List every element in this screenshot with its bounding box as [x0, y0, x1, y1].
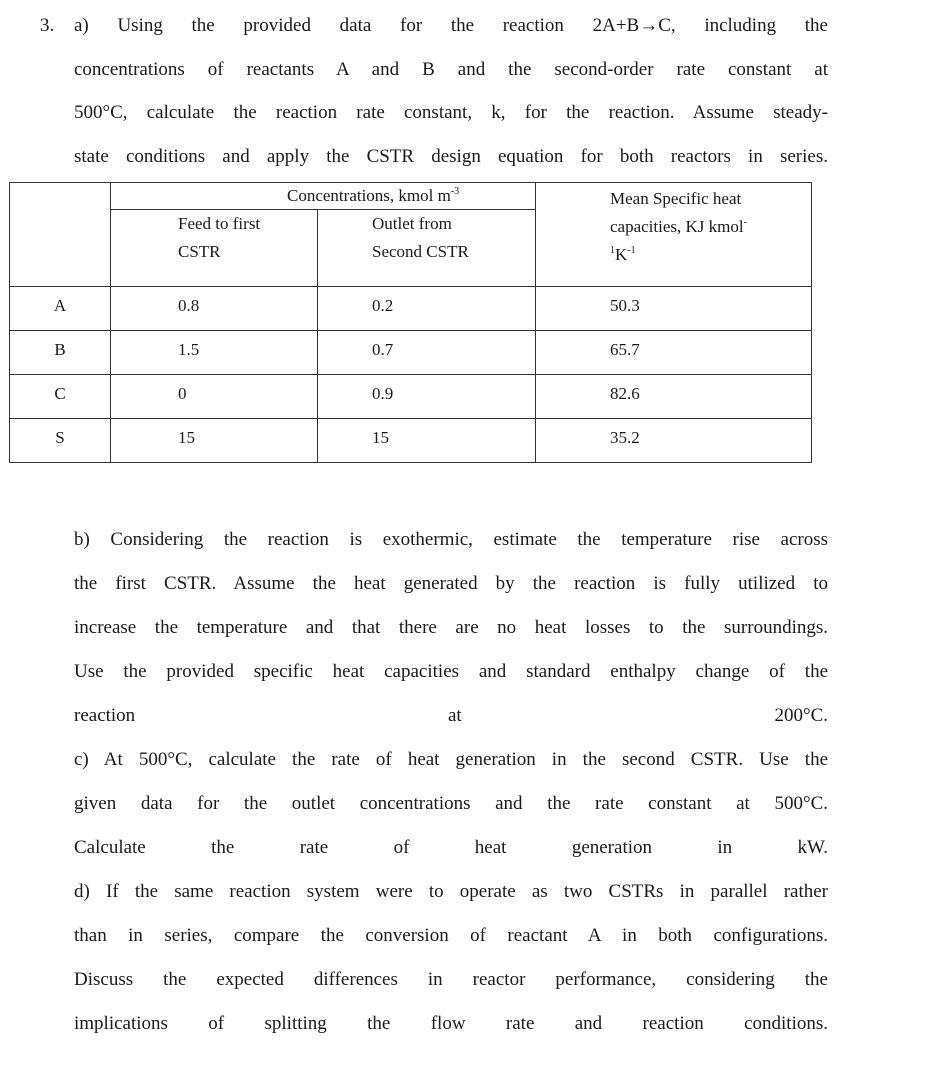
data-table	[9, 182, 812, 463]
part-a-text	[74, 12, 828, 186]
cp-cell: 50.3	[536, 287, 812, 331]
part-d-line: Discuss the expected differences in reactor performance, considering the	[74, 969, 828, 990]
part-d-line: d) If the same reaction system were to operate as two CSTRs in parallel rather	[74, 881, 828, 902]
part-d-line: implications of splitting the flow rate and reaction conditions.	[74, 1013, 828, 1034]
species-cell: S	[10, 419, 111, 463]
table-row	[10, 375, 812, 419]
part-a-line: state conditions and apply the CSTR design equation for both reactors in series.	[74, 145, 828, 167]
table-header-row	[10, 183, 812, 210]
outlet-cell: 0.7	[318, 331, 536, 375]
concentrations-header: Concentrations, kmol $m^{-3}$	[111, 183, 536, 210]
feed-cell: 0.8	[111, 287, 318, 331]
species-cell: B	[10, 331, 111, 375]
species-cell: A	[10, 287, 111, 331]
part-a-line: a) Using the provided data for the reaction 2A+B→C, including the	[74, 15, 828, 36]
cp-cell: 82.6	[536, 375, 812, 419]
part-b-line: reaction at 200°C.	[74, 705, 828, 726]
outlet-cell: 0.2	[318, 287, 536, 331]
cp-header: Mean Specific heat capacities, KJ kmol- $^1K^{-1}$	[536, 183, 812, 287]
outlet-cell: 0.9	[318, 375, 536, 419]
part-c-line: given data for the outlet concentrations and the rate constant at 500°C.	[74, 793, 828, 814]
feed-cell: 0	[111, 375, 318, 419]
feed-cell: 1.5	[111, 331, 318, 375]
part-b-line: the first CSTR. Assume the heat generated by the reaction is fully utilized to	[74, 573, 828, 594]
part-b-line: Use the provided specific heat capacities and standard enthalpy change of the	[74, 661, 828, 682]
part-b-line: increase the temperature and that there are no heat losses to the surroundings.	[74, 617, 828, 638]
question-number: 3.	[40, 15, 55, 36]
outlet-cell: 15	[318, 419, 536, 463]
part-b-line: b) Considering the reaction is exothermic, estimate the temperature rise across	[74, 529, 828, 550]
part-a-line: 500°C, calculate the reaction rate constant, k, for the reaction. Assume steady-	[74, 102, 828, 123]
table-row	[10, 287, 812, 331]
feed-header: Feed to first CSTR	[111, 210, 318, 287]
part-c-line: Calculate the rate of heat generation in kW.	[74, 837, 828, 858]
feed-cell: 15	[111, 419, 318, 463]
table-row	[10, 331, 812, 375]
cp-cell: 35.2	[536, 419, 812, 463]
part-d-line: than in series, compare the conversion of reactant A in both configurations.	[74, 925, 828, 946]
parts-b-to-d-text	[74, 526, 828, 1054]
cp-cell: 65.7	[536, 331, 812, 375]
table-corner-cell	[10, 183, 111, 287]
part-a-line: concentrations of reactants A and B and the second-order rate constant at	[74, 58, 828, 80]
table-row	[10, 419, 812, 463]
species-cell: C	[10, 375, 111, 419]
outlet-header: Outlet from Second CSTR	[318, 210, 536, 287]
part-c-line: c) At 500°C, calculate the rate of heat generation in the second CSTR. Use the	[74, 749, 828, 770]
